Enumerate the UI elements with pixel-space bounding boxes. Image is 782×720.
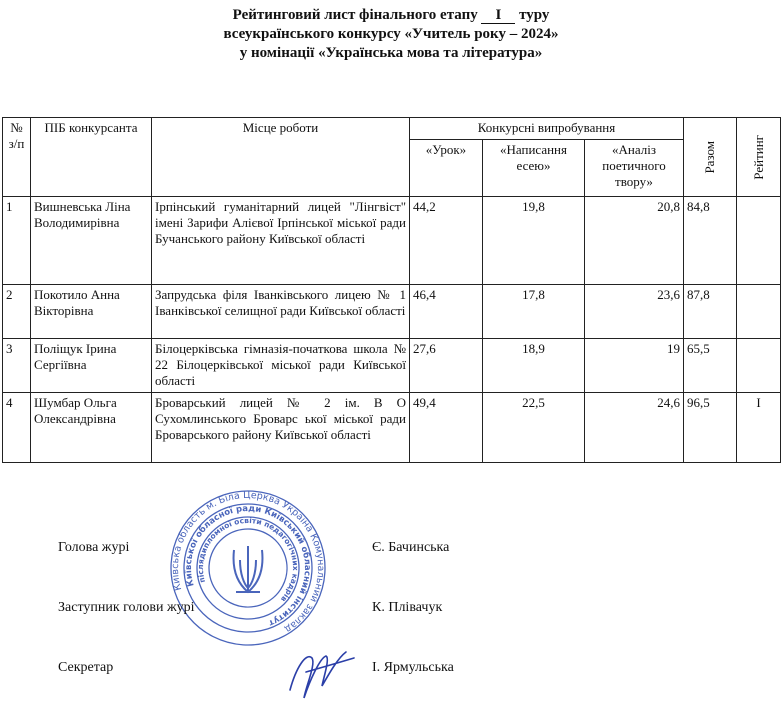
header-workplace: Місце роботи bbox=[152, 118, 410, 197]
row-name: Поліщук Ірина Сергіївна bbox=[31, 339, 152, 393]
stamp-middle-text: Київської обласної ради Київський обласний інститут bbox=[183, 503, 313, 628]
row-name: Вишневська Ліна Володимирівна bbox=[31, 197, 152, 285]
row-total: 84,8 bbox=[684, 197, 737, 285]
row-workplace: Ірпінський гуманітарний лицей "Лінгвіст" імені Зарифи Алієвої Ірпінської міської ради Бучанського району Київської області bbox=[152, 197, 410, 285]
trident-icon bbox=[234, 546, 263, 592]
row-analysis-score: 24,6 bbox=[585, 393, 684, 463]
row-workplace: Броварський лицей № 2 ім. В О Сухомлинського Броварс ької міської ради Броварського району Київської області bbox=[152, 393, 410, 463]
header-rating: Рейтинг bbox=[737, 118, 781, 197]
row-lesson-score: 49,4 bbox=[410, 393, 483, 463]
title-line-2: всеукраїнського конкурсу «Учитель року – 2024» bbox=[223, 26, 559, 42]
row-analysis-score: 23,6 bbox=[585, 285, 684, 339]
secretary-name: І. Ярмульська bbox=[372, 660, 454, 675]
row-essay-score: 22,5 bbox=[483, 393, 585, 463]
stamp-inner-text: післядипломної освіти педагогічних кадрів bbox=[195, 515, 301, 604]
row-rating bbox=[737, 197, 781, 285]
deputy-label: Заступник голови журі bbox=[58, 600, 195, 615]
row-num: 2 bbox=[3, 285, 31, 339]
row-rating bbox=[737, 285, 781, 339]
rating-table bbox=[2, 117, 781, 463]
row-total: 65,5 bbox=[684, 339, 737, 393]
row-rating: I bbox=[737, 393, 781, 463]
row-name: Шумбар Ольга Олександрівна bbox=[31, 393, 152, 463]
row-rating bbox=[737, 339, 781, 393]
stage-blank: I bbox=[481, 8, 515, 24]
row-name: Покотило Анна Вікторівна bbox=[31, 285, 152, 339]
row-lesson-score: 46,4 bbox=[410, 285, 483, 339]
chair-name: Є. Бачинська bbox=[372, 540, 450, 555]
handwritten-signature bbox=[276, 628, 366, 716]
table-row bbox=[3, 285, 781, 339]
header-name: ПІБ конкурсанта bbox=[31, 118, 152, 197]
secretary-label: Секретар bbox=[58, 660, 114, 675]
row-total: 96,5 bbox=[684, 393, 737, 463]
row-lesson-score: 44,2 bbox=[410, 197, 483, 285]
row-essay-score: 19,8 bbox=[483, 197, 585, 285]
row-num: 1 bbox=[3, 197, 31, 285]
table-row bbox=[3, 393, 781, 463]
document-title bbox=[0, 6, 782, 63]
table-row bbox=[3, 197, 781, 285]
chair-label: Голова журі bbox=[58, 540, 130, 555]
header-num: № з/п bbox=[3, 118, 31, 197]
table-row bbox=[3, 339, 781, 393]
row-num: 3 bbox=[3, 339, 31, 393]
row-workplace: Білоцерківська гімназія-початкова школа № 22 Білоцерківської міської ради Київської області bbox=[152, 339, 410, 393]
row-analysis-score: 19 bbox=[585, 339, 684, 393]
deputy-name: К. Плівачук bbox=[372, 600, 443, 615]
header-essay: «Написання есею» bbox=[483, 140, 585, 197]
row-num: 4 bbox=[3, 393, 31, 463]
header-total: Разом bbox=[684, 118, 737, 197]
row-total: 87,8 bbox=[684, 285, 737, 339]
row-analysis-score: 20,8 bbox=[585, 197, 684, 285]
row-workplace: Запрудська філя Іванківського лицею № 1 Іванківської селищної ради Київської області bbox=[152, 285, 410, 339]
header-analysis: «Аналіз поетичного твору» bbox=[585, 140, 684, 197]
official-stamp bbox=[168, 488, 328, 648]
header-contests: Конкурсні випробування bbox=[410, 118, 684, 140]
row-essay-score: 17,8 bbox=[483, 285, 585, 339]
header-lesson: «Урок» bbox=[410, 140, 483, 197]
title-line-1: Рейтинговий лист фінального етапу I туру bbox=[232, 7, 550, 23]
title-line-3: у номінації «Українська мова та література» bbox=[239, 45, 543, 61]
row-essay-score: 18,9 bbox=[483, 339, 585, 393]
stamp-outer-text: Київська область м. Біла Церква Україна Комунальний заклад bbox=[169, 489, 327, 635]
row-lesson-score: 27,6 bbox=[410, 339, 483, 393]
